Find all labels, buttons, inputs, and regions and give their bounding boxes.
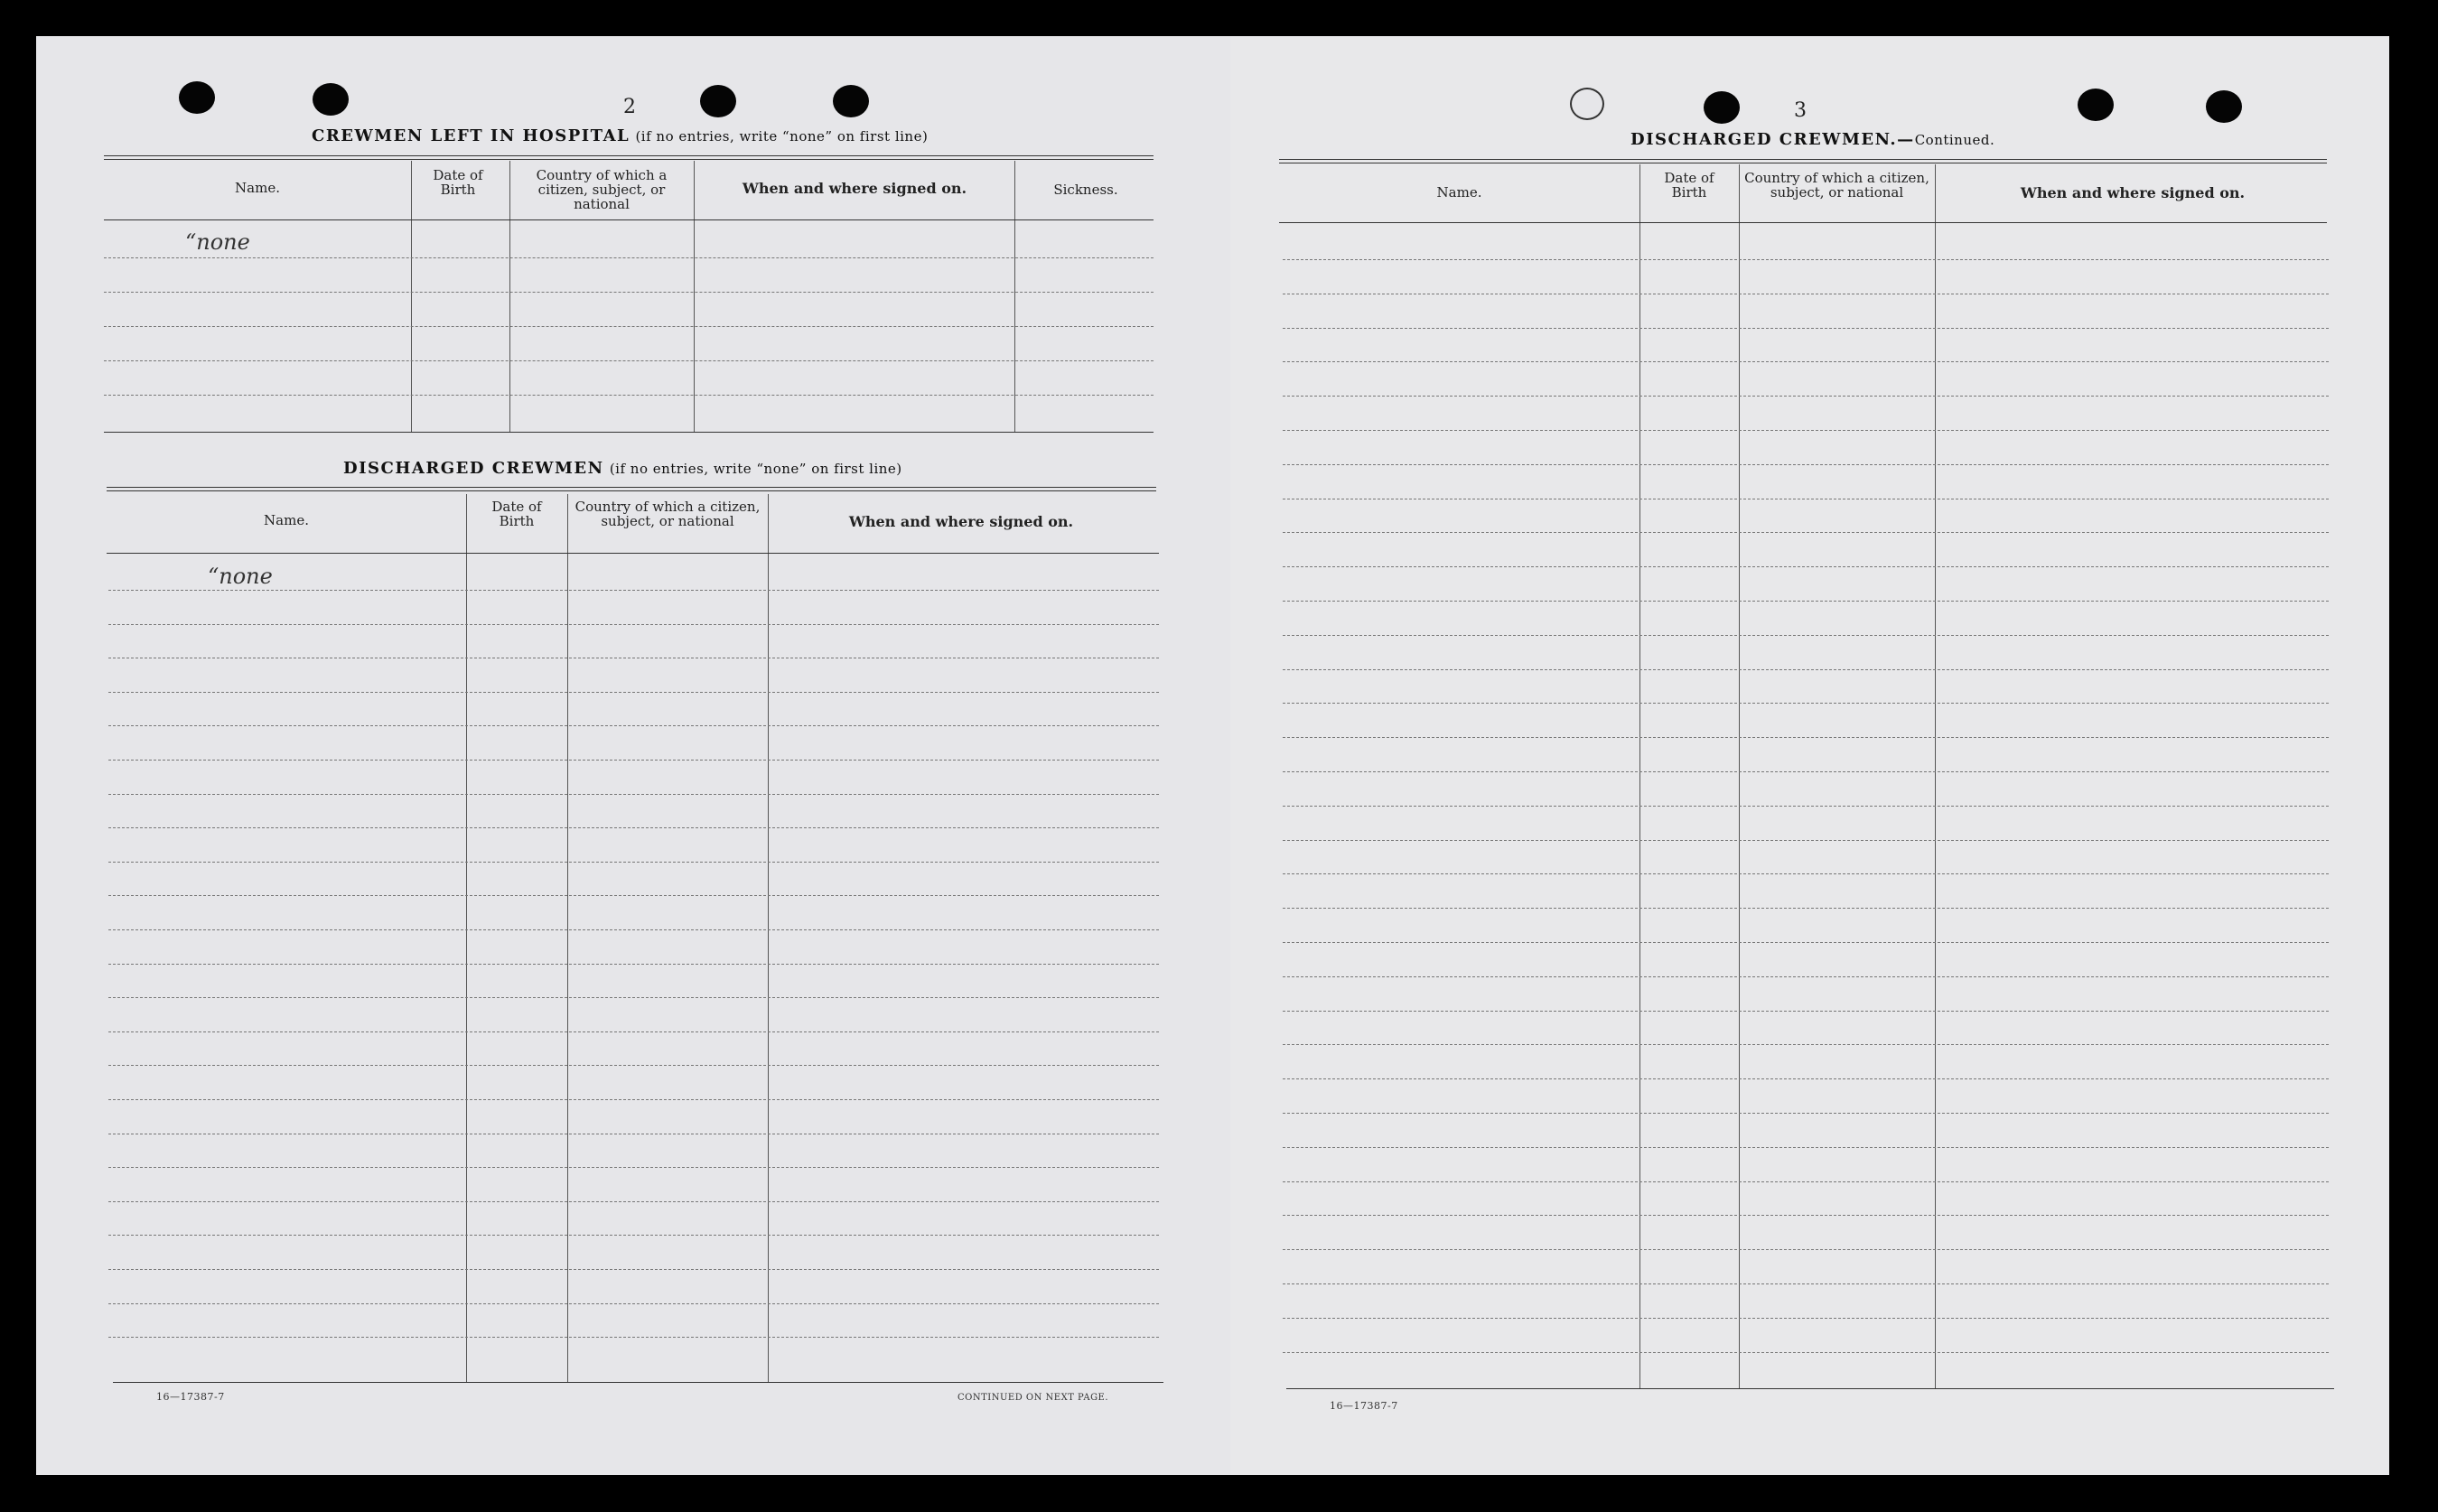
row-line xyxy=(104,395,1154,396)
header-signed-on: When and where signed on. xyxy=(848,513,1074,530)
header-rule xyxy=(107,553,1159,554)
form-number: 16—17387-7 xyxy=(1330,1400,1398,1412)
right-title: DISCHARGED CREWMEN.— xyxy=(1630,130,1915,149)
punch-hole xyxy=(2078,89,2114,121)
page-number: 3 xyxy=(1794,99,1807,122)
page-number: 2 xyxy=(623,96,636,118)
punch-hole xyxy=(833,85,869,117)
discharged-title: DISCHARGED CREWMEN xyxy=(343,459,604,478)
row-line xyxy=(1283,1113,2329,1114)
row-line xyxy=(1283,328,2329,329)
row-line xyxy=(1283,1283,2329,1284)
header-sickness: Sickness. xyxy=(1053,182,1118,198)
row-line xyxy=(108,997,1159,998)
handwritten-entry: “none xyxy=(208,564,273,589)
column-divider xyxy=(1935,164,1936,1388)
column-divider xyxy=(1014,161,1015,432)
header-rule xyxy=(104,219,1154,220)
punch-hole xyxy=(1570,88,1604,120)
row-line xyxy=(108,895,1159,896)
row-line xyxy=(1283,566,2329,567)
header-date-of-birth: Date of Birth xyxy=(491,499,542,529)
column-divider xyxy=(509,161,510,432)
hospital-note: (if no entries, write “none” on first line) xyxy=(635,128,929,145)
punch-hole xyxy=(700,85,736,117)
row-line xyxy=(1283,532,2329,533)
row-line xyxy=(104,326,1154,327)
row-line xyxy=(1283,908,2329,909)
continued-note: CONTINUED ON NEXT PAGE. xyxy=(957,1393,1109,1403)
punch-hole xyxy=(313,83,349,116)
rule xyxy=(1279,159,2327,163)
row-line xyxy=(108,1065,1159,1066)
row-line xyxy=(104,292,1154,293)
row-line xyxy=(1283,1078,2329,1079)
row-line xyxy=(108,1167,1159,1168)
header-name: Name. xyxy=(1436,184,1482,201)
header-name: Name. xyxy=(264,512,309,528)
hospital-title: CREWMEN LEFT IN HOSPITAL xyxy=(312,126,631,145)
header-signed-on: When and where signed on. xyxy=(2020,184,2246,201)
header-date-of-birth: Date of Birth xyxy=(1664,170,1714,201)
row-line xyxy=(108,624,1159,625)
row-line xyxy=(1283,771,2329,772)
punch-hole xyxy=(179,81,215,114)
right-page xyxy=(1230,36,2389,1475)
column-divider xyxy=(411,161,412,432)
rule xyxy=(107,487,1156,491)
row-line xyxy=(1283,840,2329,841)
row-line xyxy=(104,360,1154,361)
row-line xyxy=(108,964,1159,965)
column-divider xyxy=(1739,164,1740,1388)
row-line xyxy=(108,1337,1159,1338)
hospital-section-title xyxy=(312,126,928,145)
row-line xyxy=(108,760,1159,761)
row-line xyxy=(1283,806,2329,807)
column-divider xyxy=(694,161,695,432)
row-line xyxy=(1283,737,2329,738)
row-line xyxy=(1283,669,2329,670)
row-line xyxy=(1283,1044,2329,1045)
header-country: Country of which a citizen, subject, or national xyxy=(536,167,668,212)
row-line xyxy=(108,1201,1159,1202)
form-number: 16—17387-7 xyxy=(156,1391,225,1403)
header-country: Country of which a citizen, subject, or national xyxy=(574,499,761,529)
row-line xyxy=(108,1031,1159,1032)
punch-hole xyxy=(1704,91,1740,124)
row-line xyxy=(1283,1249,2329,1250)
discharged-section-title xyxy=(343,459,902,478)
row-line xyxy=(1283,1147,2329,1148)
table-bottom-rule xyxy=(104,432,1154,433)
row-line xyxy=(1283,703,2329,704)
row-line xyxy=(108,862,1159,863)
row-line xyxy=(1283,942,2329,943)
row-line xyxy=(108,827,1159,828)
header-name: Name. xyxy=(235,180,280,196)
row-line xyxy=(108,590,1159,591)
row-line xyxy=(1283,396,2329,397)
column-divider xyxy=(466,494,467,1383)
row-line xyxy=(1283,1215,2329,1216)
row-line xyxy=(1283,873,2329,874)
row-line xyxy=(1283,464,2329,465)
right-title-suffix: Continued. xyxy=(1914,132,1995,148)
column-divider xyxy=(567,494,568,1383)
handwritten-entry: “none xyxy=(185,229,250,255)
row-line xyxy=(108,725,1159,726)
row-line xyxy=(108,794,1159,795)
row-line xyxy=(1283,259,2329,260)
row-line xyxy=(1283,430,2329,431)
row-line xyxy=(108,1099,1159,1100)
header-date-of-birth: Date of Birth xyxy=(433,167,483,198)
left-page xyxy=(36,36,1230,1475)
row-line xyxy=(1283,635,2329,636)
header-rule xyxy=(1279,222,2327,223)
row-line xyxy=(108,1269,1159,1270)
row-line xyxy=(104,257,1154,258)
row-line xyxy=(1283,1181,2329,1182)
row-line xyxy=(1283,1011,2329,1012)
row-line xyxy=(1283,1318,2329,1319)
table-bottom-rule xyxy=(113,1382,1163,1383)
row-line xyxy=(1283,976,2329,977)
table-bottom-rule xyxy=(1286,1388,2334,1389)
punch-hole xyxy=(2206,90,2242,123)
row-line xyxy=(1283,601,2329,602)
header-signed-on: When and where signed on. xyxy=(742,180,967,197)
column-divider xyxy=(1639,164,1640,1388)
column-divider xyxy=(768,494,769,1383)
row-line xyxy=(108,929,1159,930)
row-line xyxy=(1283,361,2329,362)
row-line xyxy=(108,692,1159,693)
discharged-note: (if no entries, write “none” on first line) xyxy=(609,461,902,477)
row-line xyxy=(1283,1352,2329,1353)
header-country: Country of which a citizen, subject, or national xyxy=(1744,170,1929,201)
right-section-title xyxy=(1630,130,1994,149)
rule xyxy=(104,155,1154,160)
row-line xyxy=(108,1303,1159,1304)
row-line xyxy=(108,1235,1159,1236)
